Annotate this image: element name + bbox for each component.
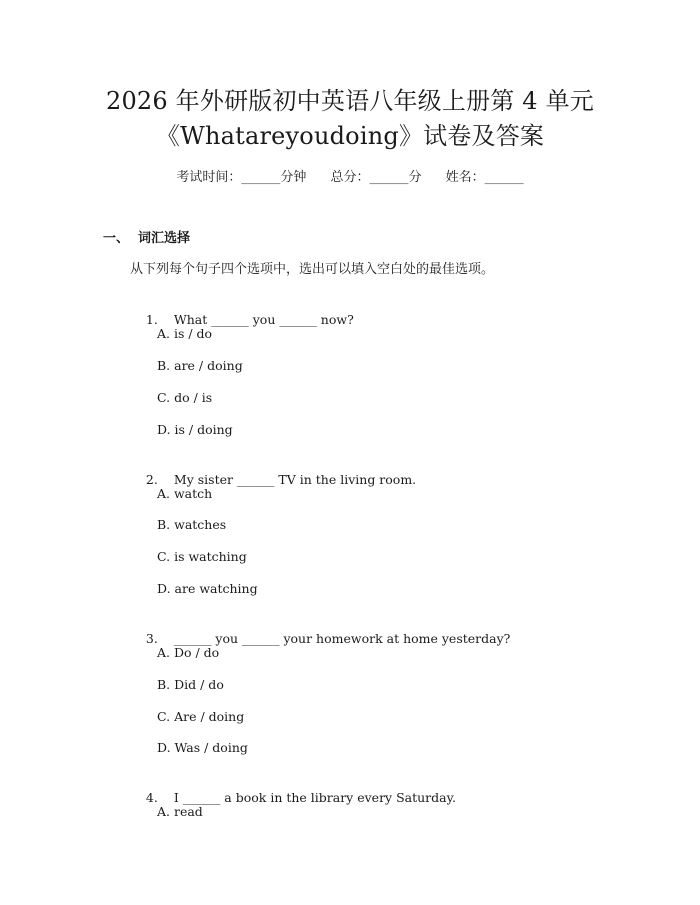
document-title-line-2: 《Whatareyoudoing》试卷及答案: [155, 122, 545, 150]
option-d: D. Was / doing: [157, 740, 248, 755]
option-d: D. is / doing: [157, 422, 233, 437]
option-b: B. Did / do: [157, 677, 224, 692]
option-d: D. are watching: [157, 581, 258, 596]
option-c: C. Are / doing: [157, 709, 245, 724]
question-number: 2.: [145, 472, 158, 487]
option-b: B. are / doing: [157, 358, 243, 373]
document-title-line-1: 2026 年外研版初中英语八年级上册第 4 单元: [105, 87, 595, 115]
section-title: 词汇选择: [138, 231, 191, 246]
option-c: C. is watching: [157, 549, 247, 564]
exam-time-field: 考试时间：______分钟: [176, 170, 307, 185]
option-a: A. read: [157, 804, 203, 819]
question-number: 4.: [145, 790, 158, 805]
section-heading: [103, 230, 190, 248]
student-name-field: 姓名：______: [445, 170, 524, 185]
option-a: A. watch: [157, 486, 213, 501]
section-number: 一、: [103, 231, 130, 246]
option-c: C. do / is: [157, 390, 213, 405]
option-a: A. is / do: [157, 326, 213, 341]
question-text: ______ you ______ your homework at home yesterday?: [173, 631, 511, 646]
question-text: I ______ a book in the library every Saturday.: [173, 790, 456, 805]
total-score-field: 总分：______分: [330, 170, 422, 185]
section-instruction: 从下列每个句子四个选项中，选出可以填入空白处的最佳选项。: [130, 262, 495, 277]
exam-info-row: [0, 169, 700, 187]
option-a: A. Do / do: [157, 645, 220, 660]
option-b: B. watches: [157, 517, 227, 532]
question-text: What ______ you ______ now?: [173, 312, 354, 327]
question-number: 3.: [145, 631, 158, 646]
question-text: My sister ______ TV in the living room.: [173, 472, 417, 487]
question-number: 1.: [145, 312, 158, 327]
